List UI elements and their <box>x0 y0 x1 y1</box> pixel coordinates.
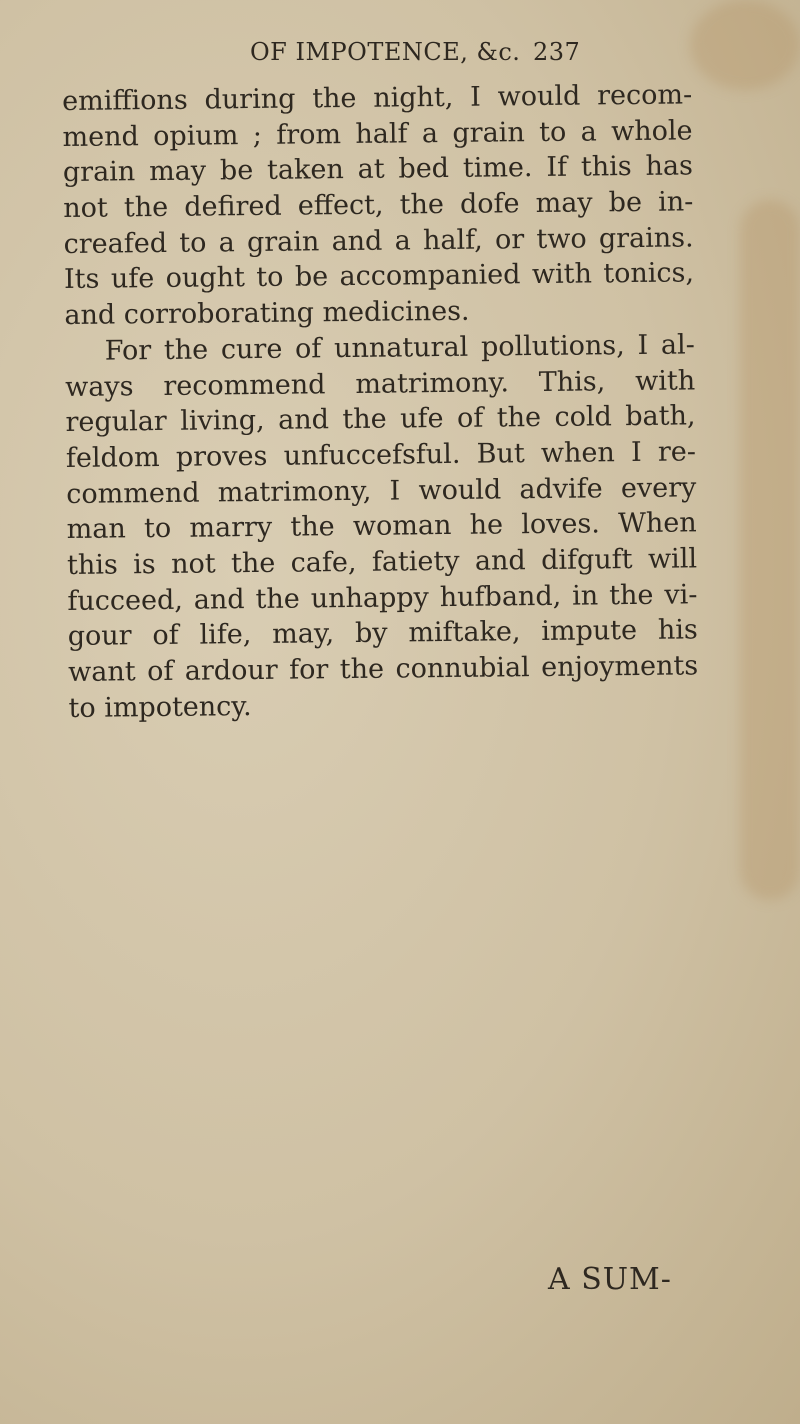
catchword: A SUM- <box>548 1262 672 1297</box>
text-line: fucceed, and the unhappy hufband, in the vi- <box>67 579 698 617</box>
text-line: mend opium ; from half a grain to a whole <box>62 115 693 153</box>
text-line: ways recommend matrimony. This, with <box>65 364 696 403</box>
text-line: For the cure of unnatural pollutions, I al- <box>104 329 695 367</box>
text-line: man to marry the woman he loves. When <box>66 507 697 546</box>
text-line: Its ufe ought to be accompanied with tonics, <box>63 257 695 296</box>
paper-stain <box>690 0 800 90</box>
text-line: gour of life, may, by miftake, impute his <box>67 614 698 653</box>
text-line: feldom proves unfuccefsful. But when I re- <box>65 436 697 474</box>
running-head-title: OF IMPOTENCE, &c. <box>250 38 521 66</box>
text-line: and corroborating medicines. <box>64 295 470 332</box>
text-line: commend matrimony, I would advife every <box>66 471 697 510</box>
text-line: to impotency. <box>68 690 252 724</box>
text-line: regular living, and the ufe of the cold bath, <box>65 400 696 439</box>
text-line: want of ardour for the connubial enjoyments <box>68 650 699 688</box>
text-line: emiffions during the night, I would recom- <box>62 79 693 117</box>
text-line: creafed to a grain and a half, or two grains. <box>63 222 694 260</box>
text-line: this is not the cafe, fatiety and difguft will <box>66 543 698 581</box>
paper-stain <box>740 200 800 900</box>
body-text <box>62 77 699 726</box>
page-number: 237 <box>533 38 581 66</box>
text-line: grain may be taken at bed time. If this has <box>62 150 694 189</box>
text-line: not the defired effect, the dofe may be in- <box>63 186 694 225</box>
